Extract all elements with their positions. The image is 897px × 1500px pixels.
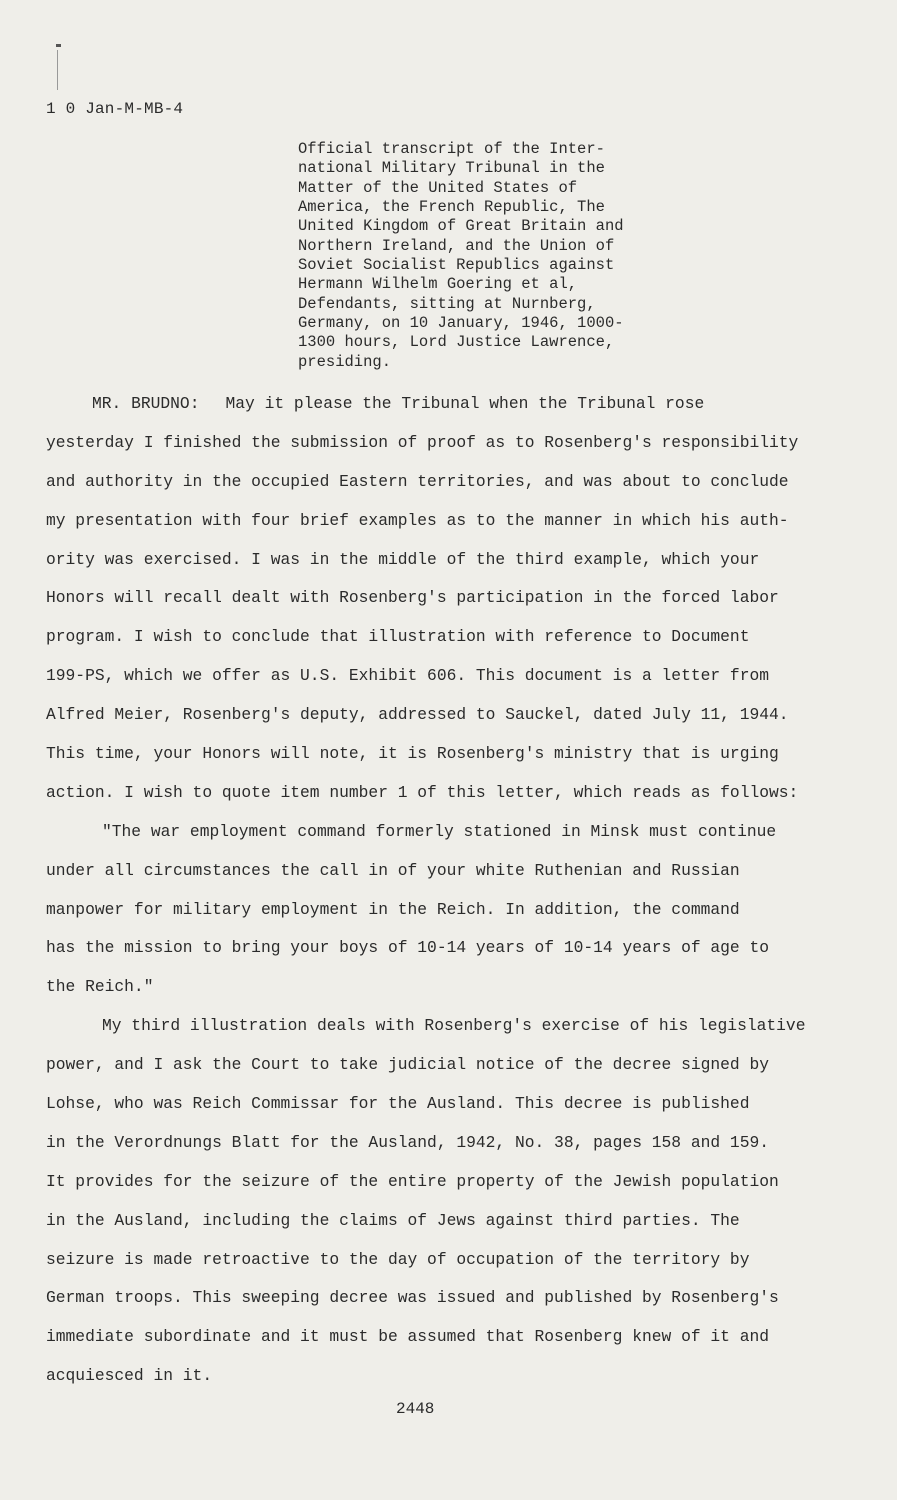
document-id: 1 0 Jan-M-MB-4 — [46, 100, 184, 118]
body-line: ority was exercised. I was in the middle of the third example, which your — [46, 549, 760, 569]
caption-line: America, the French Republic, The — [298, 198, 605, 217]
caption-line: Soviet Socialist Republics against — [298, 256, 615, 275]
paragraph-line: immediate subordinate and it must be assumed that Rosenberg knew of it and — [46, 1327, 770, 1347]
caption-line: Germany, on 10 January, 1946, 1000- — [298, 314, 624, 333]
caption-line: United Kingdom of Great Britain and — [298, 217, 624, 236]
caption-line: Matter of the United States of — [298, 178, 578, 197]
transcript-body — [46, 392, 846, 1403]
speaker-line — [46, 392, 846, 431]
paragraph-line: power, and I ask the Court to take judicial notice of the decree signed by — [46, 1055, 770, 1075]
body-line: yesterday I finished the submission of proof as to Rosenberg's responsibility — [46, 432, 799, 452]
quote-line: "The war employment command formerly stationed in Minsk must continue — [102, 821, 777, 841]
paragraph-line: acquiesced in it. — [46, 1366, 213, 1386]
body-line: Honors will recall dealt with Rosenberg's participation in the forced labor — [46, 588, 779, 608]
caption-line: Defendants, sitting at Nurnberg, — [298, 294, 596, 313]
body-line: program. I wish to conclude that illustration with reference to Document — [46, 627, 750, 647]
paragraph-line: Lohse, who was Reich Commissar for the Ausland. This decree is published — [46, 1094, 750, 1114]
body-line: 199-PS, which we offer as U.S. Exhibit 606. This document is a letter from — [46, 666, 770, 686]
paragraph-line: in the Ausland, including the claims of Jews against third parties. The — [46, 1210, 740, 1230]
caption-line: Hermann Wilhelm Goering et al, — [298, 275, 578, 294]
speech-text: May it please the Tribunal when the Tribunal rose — [225, 394, 705, 413]
quote-line: under all circumstances the call in of your white Ruthenian and Russian — [46, 860, 740, 880]
page-number: 2448 — [396, 1400, 435, 1418]
caption-line: Official transcript of the Inter- — [298, 140, 605, 158]
body-line: my presentation with four brief examples as to the manner in which his auth- — [46, 510, 789, 530]
body-line: action. I wish to quote item number 1 of this letter, which reads as follows: — [46, 782, 799, 802]
quote-line: manpower for military employment in the Reich. In addition, the command — [46, 899, 740, 919]
speaker-name: MR. BRUDNO: — [92, 394, 200, 413]
body-line: and authority in the occupied Eastern territories, and was about to conclude — [46, 471, 789, 491]
transcript-caption — [298, 140, 658, 372]
quote-line: has the mission to bring your boys of 10-14 years of 10-14 years of age to — [46, 938, 770, 958]
paragraph-line: My third illustration deals with Rosenberg's exercise of his legislative — [102, 1016, 806, 1036]
quote-line: the Reich." — [46, 977, 154, 997]
caption-line: national Military Tribunal in the — [298, 159, 605, 178]
edge-line — [57, 50, 58, 90]
caption-line: Northern Ireland, and the Union of — [298, 236, 615, 255]
paragraph-line: seizure is made retroactive to the day of occupation of the territory by — [46, 1249, 750, 1269]
paragraph-line: It provides for the seizure of the entire property of the Jewish population — [46, 1171, 779, 1191]
caption-line: 1300 hours, Lord Justice Lawrence, — [298, 333, 615, 352]
caption-line: presiding. — [298, 352, 392, 371]
paragraph-line: in the Verordnungs Blatt for the Ausland, 1942, No. 38, pages 158 and 159. — [46, 1132, 770, 1152]
body-line: This time, your Honors will note, it is Rosenberg's ministry that is urging — [46, 744, 779, 764]
edge-mark — [56, 44, 61, 47]
body-line: Alfred Meier, Rosenberg's deputy, addressed to Sauckel, dated July 11, 1944. — [46, 705, 789, 725]
paragraph-line: German troops. This sweeping decree was issued and published by Rosenberg's — [46, 1288, 779, 1308]
